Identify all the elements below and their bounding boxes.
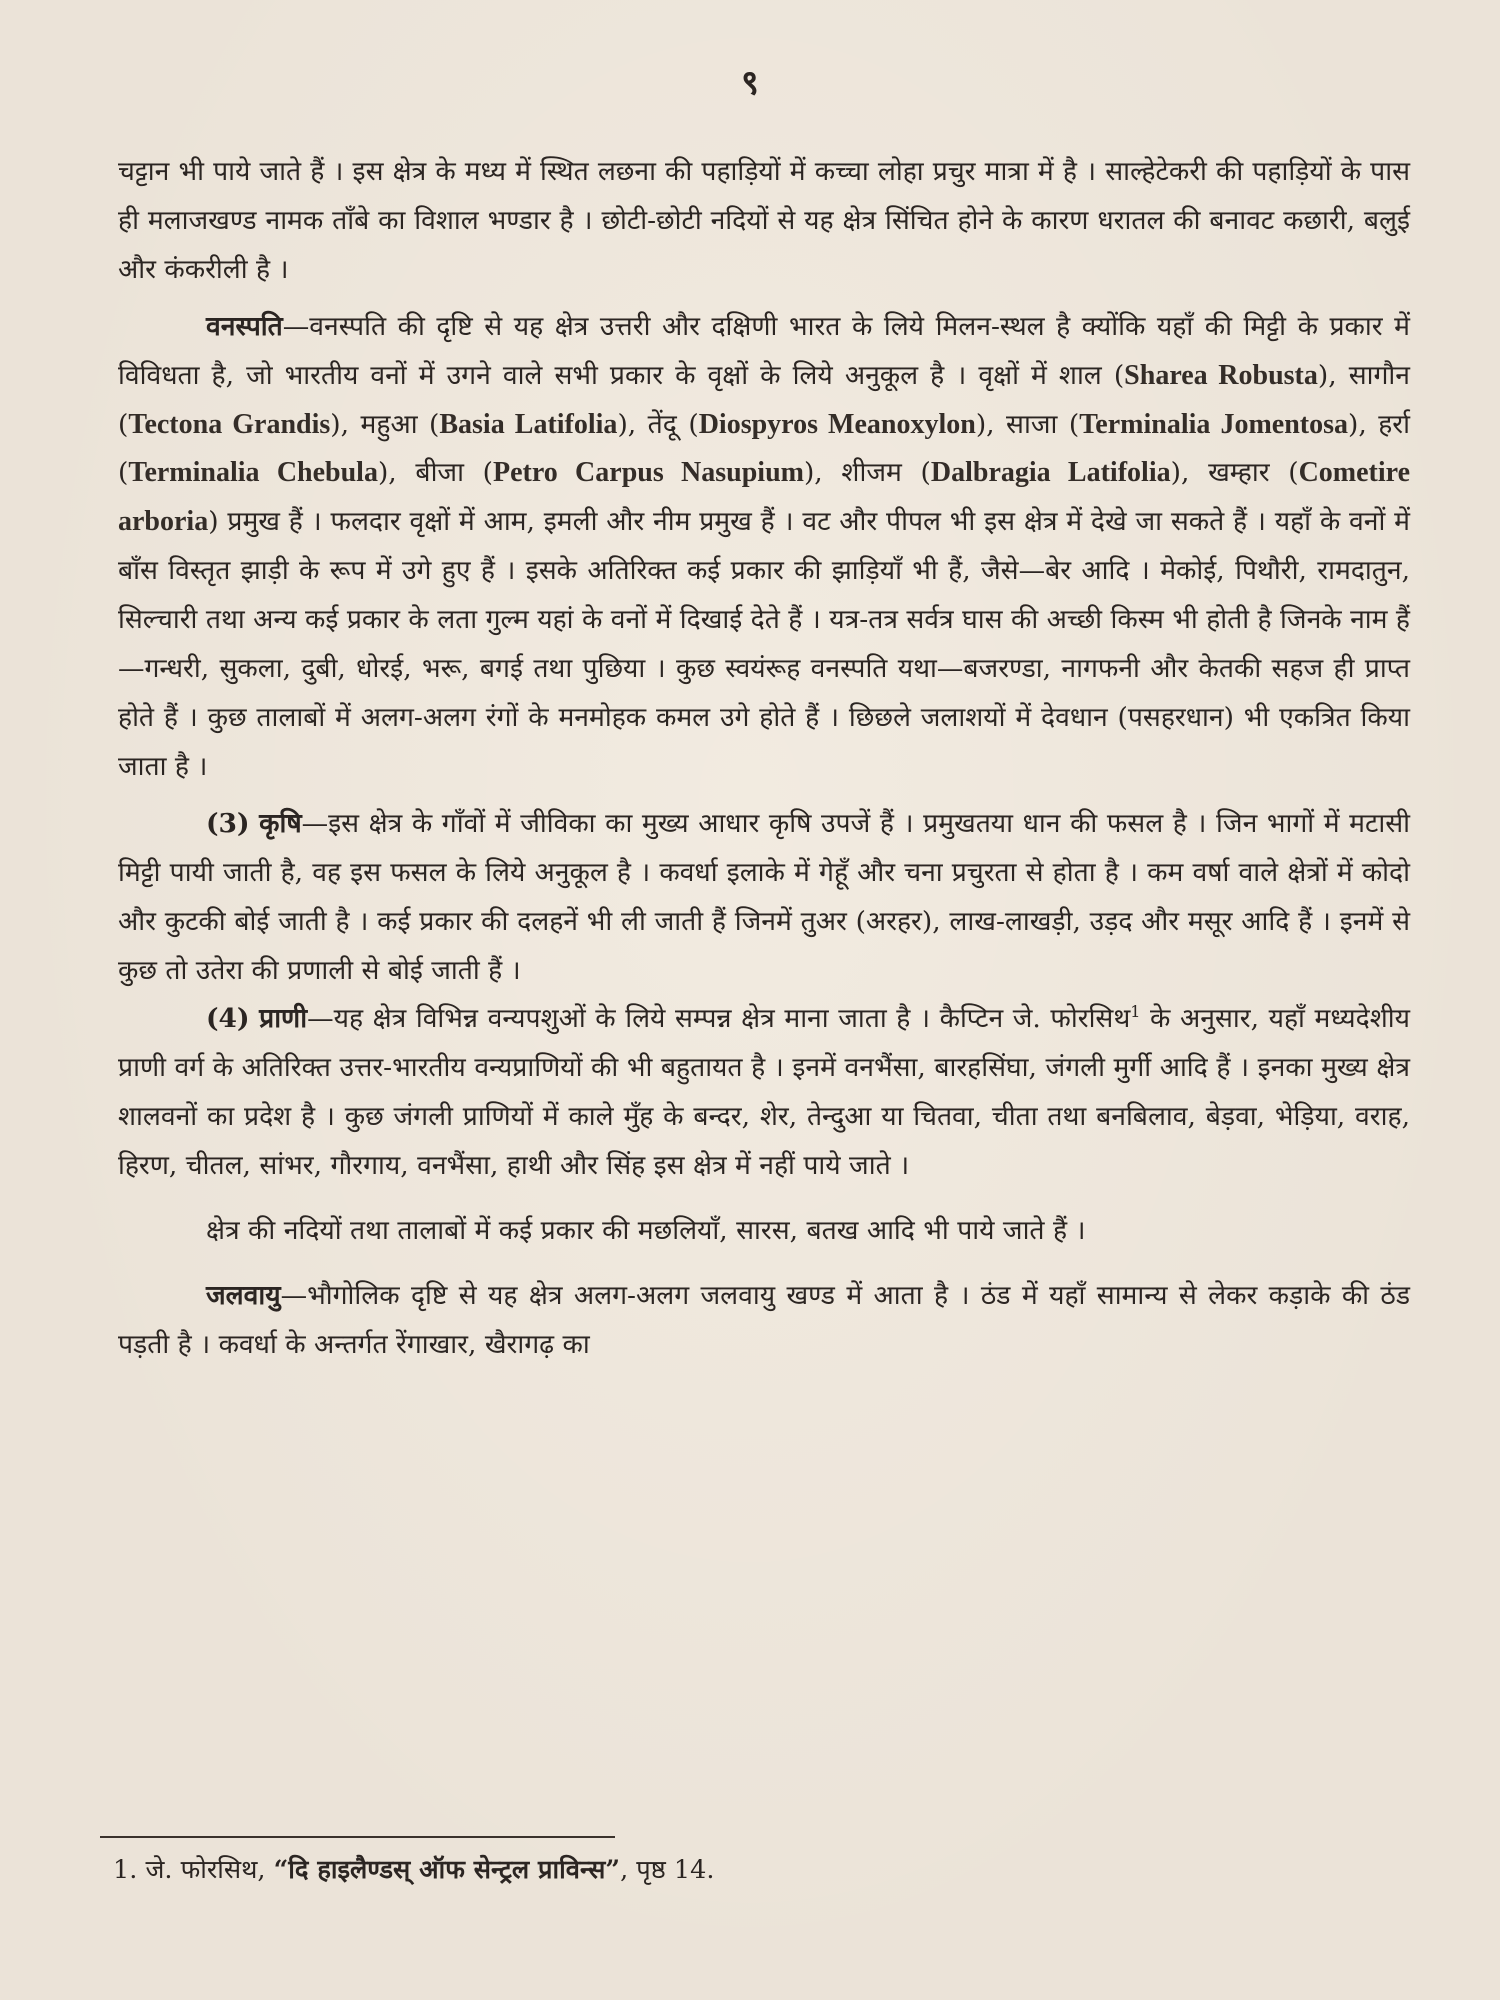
- botanical-name-saja: Terminalia Jomentosa: [1079, 408, 1348, 440]
- paragraph-animals: [118, 995, 1410, 1191]
- botanical-name-sal: Sharea Robusta: [1124, 359, 1318, 391]
- paragraph-minerals-text: चट्टान भी पाये जाते हैं । इस क्षेत्र के मध्य में स्थित लछना की पहाड़ियों में कच्चा लोहा प्रचुर मात्रा में है । साल्हेटेकरी की पहाड़ियों के पास ही मलाजखण्ड नामक ताँबे का विशाल भण्डार है । छोटी-छोटी नदियों से यह क्षेत्र सिंचित होने के कारण धरातल की बनावट कछारी, बलुई और कंकरीली है ।: [118, 156, 1410, 285]
- footnote-title: “दि हाइलैण्डस् ऑफ सेन्ट्रल प्राविन्स”: [273, 1855, 621, 1885]
- vegetation-text-d: ), तेंदू (: [617, 408, 699, 440]
- animals-number: (4): [206, 1003, 250, 1035]
- botanical-name-tendu: Diospyros Meanoxylon: [698, 408, 976, 440]
- heading-agriculture: कृषि: [259, 807, 302, 839]
- heading-vegetation: वनस्पति: [206, 310, 283, 342]
- page-number: ९: [741, 63, 759, 103]
- animals-text-b: के अनुसार, यहाँ मध्यदेशीय प्राणी वर्ग के अतिरिक्त उत्तर-भारतीय वन्यप्राणियों की भी बहुतायत है । इनमें वनभैंसा, बारहसिंघा, जंगली मुर्गी आदि हैं । इनका मुख्य क्षेत्र शालवनों का प्रदेश है । कुछ जंगली प्राणियों में काले मुँह के बन्दर, शेर, तेन्दुआ या चितवा, चीता तथा बनबिलाव, बेड़वा, भेड़िया, वराह, हिरण, चीतल, सांभर, गौरगाय, वनभैंसा, हाथी और सिंह इस क्षेत्र में नहीं पाये जाते ।: [118, 1003, 1410, 1182]
- vegetation-text-c: ), महुआ (: [330, 408, 440, 440]
- footnote-page: , पृष्ठ 14.: [620, 1855, 715, 1885]
- agriculture-text: —इस क्षेत्र के गाँवों में जीविका का मुख्य आधार कृषि उपजें हैं । प्रमुखतया धान की फसल है । जिन भागों में मटासी मिट्टी पायी जाती है, वह इस फसल के लिये अनुकूल है । कवर्धा इलाके में गेहूँ और चना प्रचुरता से होता है । कम वर्षा वाले क्षेत्रों में कोदो और कुटकी बोई जाती है । कई प्रकार की दलहनें भी ली जाती हैं जिनमें तुअर (अरहर), लाख-लाखड़ी, उड़द और मसूर आदि हैं । इनमें से कुछ तो उतेरा की प्रणाली से बोई जाती हैं ।: [118, 807, 1410, 986]
- paragraph-agriculture: [118, 800, 1410, 996]
- botanical-name-teak: Tectona Grandis: [128, 408, 331, 440]
- vegetation-text-j: ) प्रमुख हैं । फलदार वृक्षों में आम, इमली और नीम प्रमुख हैं । वट और पीपल भी इस क्षेत्र में देखे जा सकते हैं । यहाँ के वनों में बाँस विस्तृत झाड़ी के रूप में उगे हुए हैं । इसके अतिरिक्त कई प्रकार की झाड़ियाँ भी हैं, जैसे—बेर आदि । मेकोई, पिथौरी, रामदातुन, सिल्चारी तथा अन्य कई प्रकार के लता गुल्म यहां के वनों में दिखाई देते हैं । यत्र-तत्र सर्वत्र घास की अच्छी किस्म भी होती है जिनके नाम हैं—गन्धरी, सुकला, दुबी, धोरई, भरू, बगई तथा पुछिया । कुछ स्वयंरूह वनस्पति यथा—बजरण्डा, नागफनी और केतकी सहज ही प्राप्त होते हैं । कुछ तालाबों में अलग-अलग रंगों के मनमोहक कमल उगे होते हैं । छिछले जलाशयों में देवधान (पसहरधान) भी एकत्रित किया जाता है ।: [118, 506, 1410, 782]
- paragraph-fish: [118, 1207, 1410, 1256]
- footnote: [113, 1850, 1403, 1890]
- agriculture-number: (3): [206, 807, 250, 839]
- vegetation-text-h: ), शीजम (: [803, 457, 931, 489]
- body-text: [118, 148, 1410, 1370]
- botanical-name-bija: Petro Carpus Nasupium: [493, 457, 804, 489]
- fish-text: क्षेत्र की नदियों तथा तालाबों में कई प्रकार की मछलियाँ, सारस, बतख आदि भी पाये जाते हैं ।: [206, 1215, 1086, 1247]
- botanical-name-mahua: Basia Latifolia: [439, 408, 618, 440]
- paragraph-vegetation: [118, 303, 1410, 792]
- animals-text-a: —यह क्षेत्र विभिन्न वन्यपशुओं के लिये सम्पन्न क्षेत्र माना जाता है । कैप्टिन जे. फोरसिथ: [307, 1003, 1131, 1035]
- heading-climate: जलवायु: [206, 1279, 281, 1311]
- footnote-divider: [100, 1836, 615, 1838]
- vegetation-text-i: ), खम्हार (: [1170, 457, 1299, 489]
- paragraph-climate: [118, 1272, 1410, 1370]
- botanical-name-harra: Terminalia Chebula: [128, 457, 378, 489]
- footnote-author: जे. फोरसिथ,: [145, 1855, 266, 1885]
- vegetation-text-f: ), हर्रा (: [118, 408, 1410, 489]
- heading-animals: प्राणी: [259, 1003, 308, 1035]
- vegetation-text-b: ), सागौन (: [118, 359, 1410, 440]
- vegetation-text-a: —वनस्पति की दृष्टि से यह क्षेत्र उत्तरी और दक्षिणी भारत के लिये मिलन-स्थल है क्योंकि यहाँ की मिट्टी के प्रकार में विविधता है, जो भारतीय वनों में उगने वाले सभी प्रकार के वृक्षों के लिये अनुकूल है । वृक्षों में शाल (: [118, 310, 1410, 391]
- climate-text: —भौगोलिक दृष्टि से यह क्षेत्र अलग-अलग जलवायु खण्ड में आता है । ठंड में यहाँ सामान्य से लेकर कड़ाके की ठंड पड़ती है । कवर्धा के अन्तर्गत रेंगाखार, खैरागढ़ का: [118, 1279, 1410, 1360]
- botanical-name-shisham: Dalbragia Latifolia: [930, 457, 1171, 489]
- footnote-number: 1.: [113, 1855, 138, 1885]
- botanical-name-khamhar: Cometire arboria: [118, 457, 1411, 538]
- footnote-reference: 1: [1130, 1002, 1141, 1022]
- paragraph-minerals: [118, 148, 1410, 295]
- vegetation-text-g: ), बीजा (: [377, 457, 493, 489]
- vegetation-text-e: ), साजा (: [975, 408, 1080, 440]
